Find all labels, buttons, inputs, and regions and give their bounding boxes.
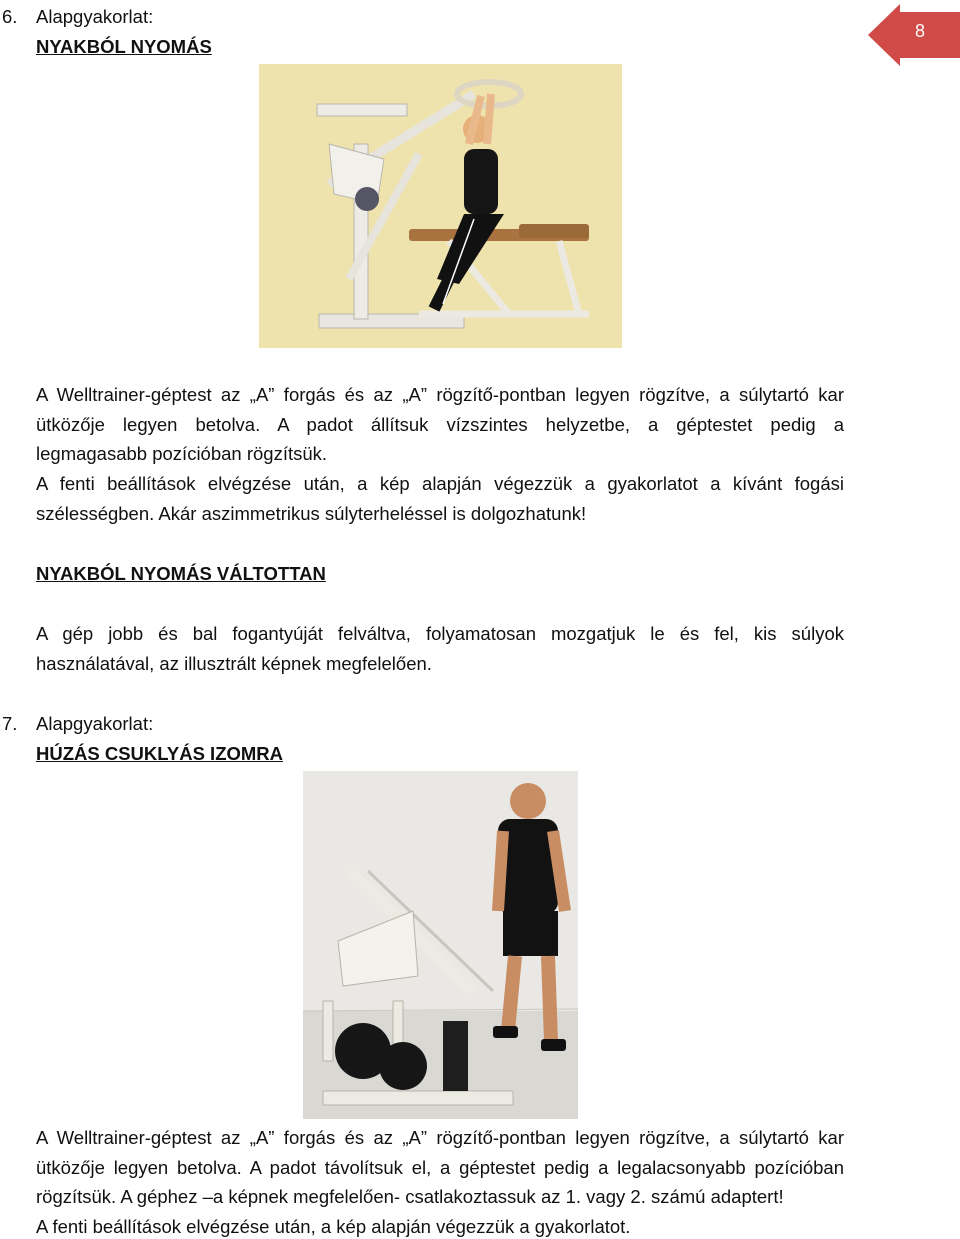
section-title: HÚZÁS CSUKLYÁS IZOMRA: [36, 743, 284, 764]
section-title: NYAKBÓL NYOMÁS: [36, 36, 212, 57]
paragraph-line: A Welltrainer-géptest az „A” forgás és az „A” rögzítő-pontban legyen rögzítve, a súlytartó kar: [36, 1127, 844, 1148]
paragraph-line: A gép jobb és bal fogantyúját felváltva, folyamatosan mozgatjuk le és fel, kis súlyok: [36, 623, 844, 644]
paragraph-line: ütközője legyen betolva. A padot távolítsuk el, a géptestet pedig a legalacsonyabb pozícióban: [36, 1157, 844, 1178]
neck-press-illustration: [259, 64, 622, 348]
shrug-illustration: [303, 771, 578, 1119]
section-number: 6.: [2, 6, 18, 27]
paragraph-line: A fenti beállítások elvégzése után, a kép alapján végezzük a gyakorlatot a kívánt fogási: [36, 473, 844, 494]
paragraph-line: szélességben. Akár aszimmetrikus súlyterheléssel is dolgozhatunk!: [36, 503, 587, 524]
section-number: 7.: [2, 713, 18, 734]
page-number: 8: [914, 21, 925, 41]
section-label: Alapgyakorlat:: [36, 713, 154, 734]
variant-title: NYAKBÓL NYOMÁS VÁLTOTTAN: [36, 563, 326, 584]
section-label: Alapgyakorlat:: [36, 6, 154, 27]
paragraph-line: A Welltrainer-géptest az „A” forgás és az „A” rögzítő-pontban legyen rögzítve, a súlytartó kar: [36, 384, 844, 405]
paragraph-line: rögzítsük. A géphez –a képnek megfelelően- csatlakoztassuk az 1. vagy 2. számú adaptert!: [36, 1186, 784, 1207]
paragraph-line: A fenti beállítások elvégzése után, a kép alapján végezzük a gyakorlatot.: [36, 1216, 631, 1237]
paragraph-line: ütközője legyen betolva. A padot állítsuk vízszintes helyzetbe, a géptestet pedig a: [36, 414, 844, 435]
paragraph-line: legmagasabb pozícióban rögzítsük.: [36, 443, 328, 464]
exercise-photo-shrug: [303, 771, 578, 1119]
exercise-photo-neck-press: [259, 64, 622, 348]
paragraph-line: használatával, az illusztrált képnek megfelelően.: [36, 653, 432, 674]
